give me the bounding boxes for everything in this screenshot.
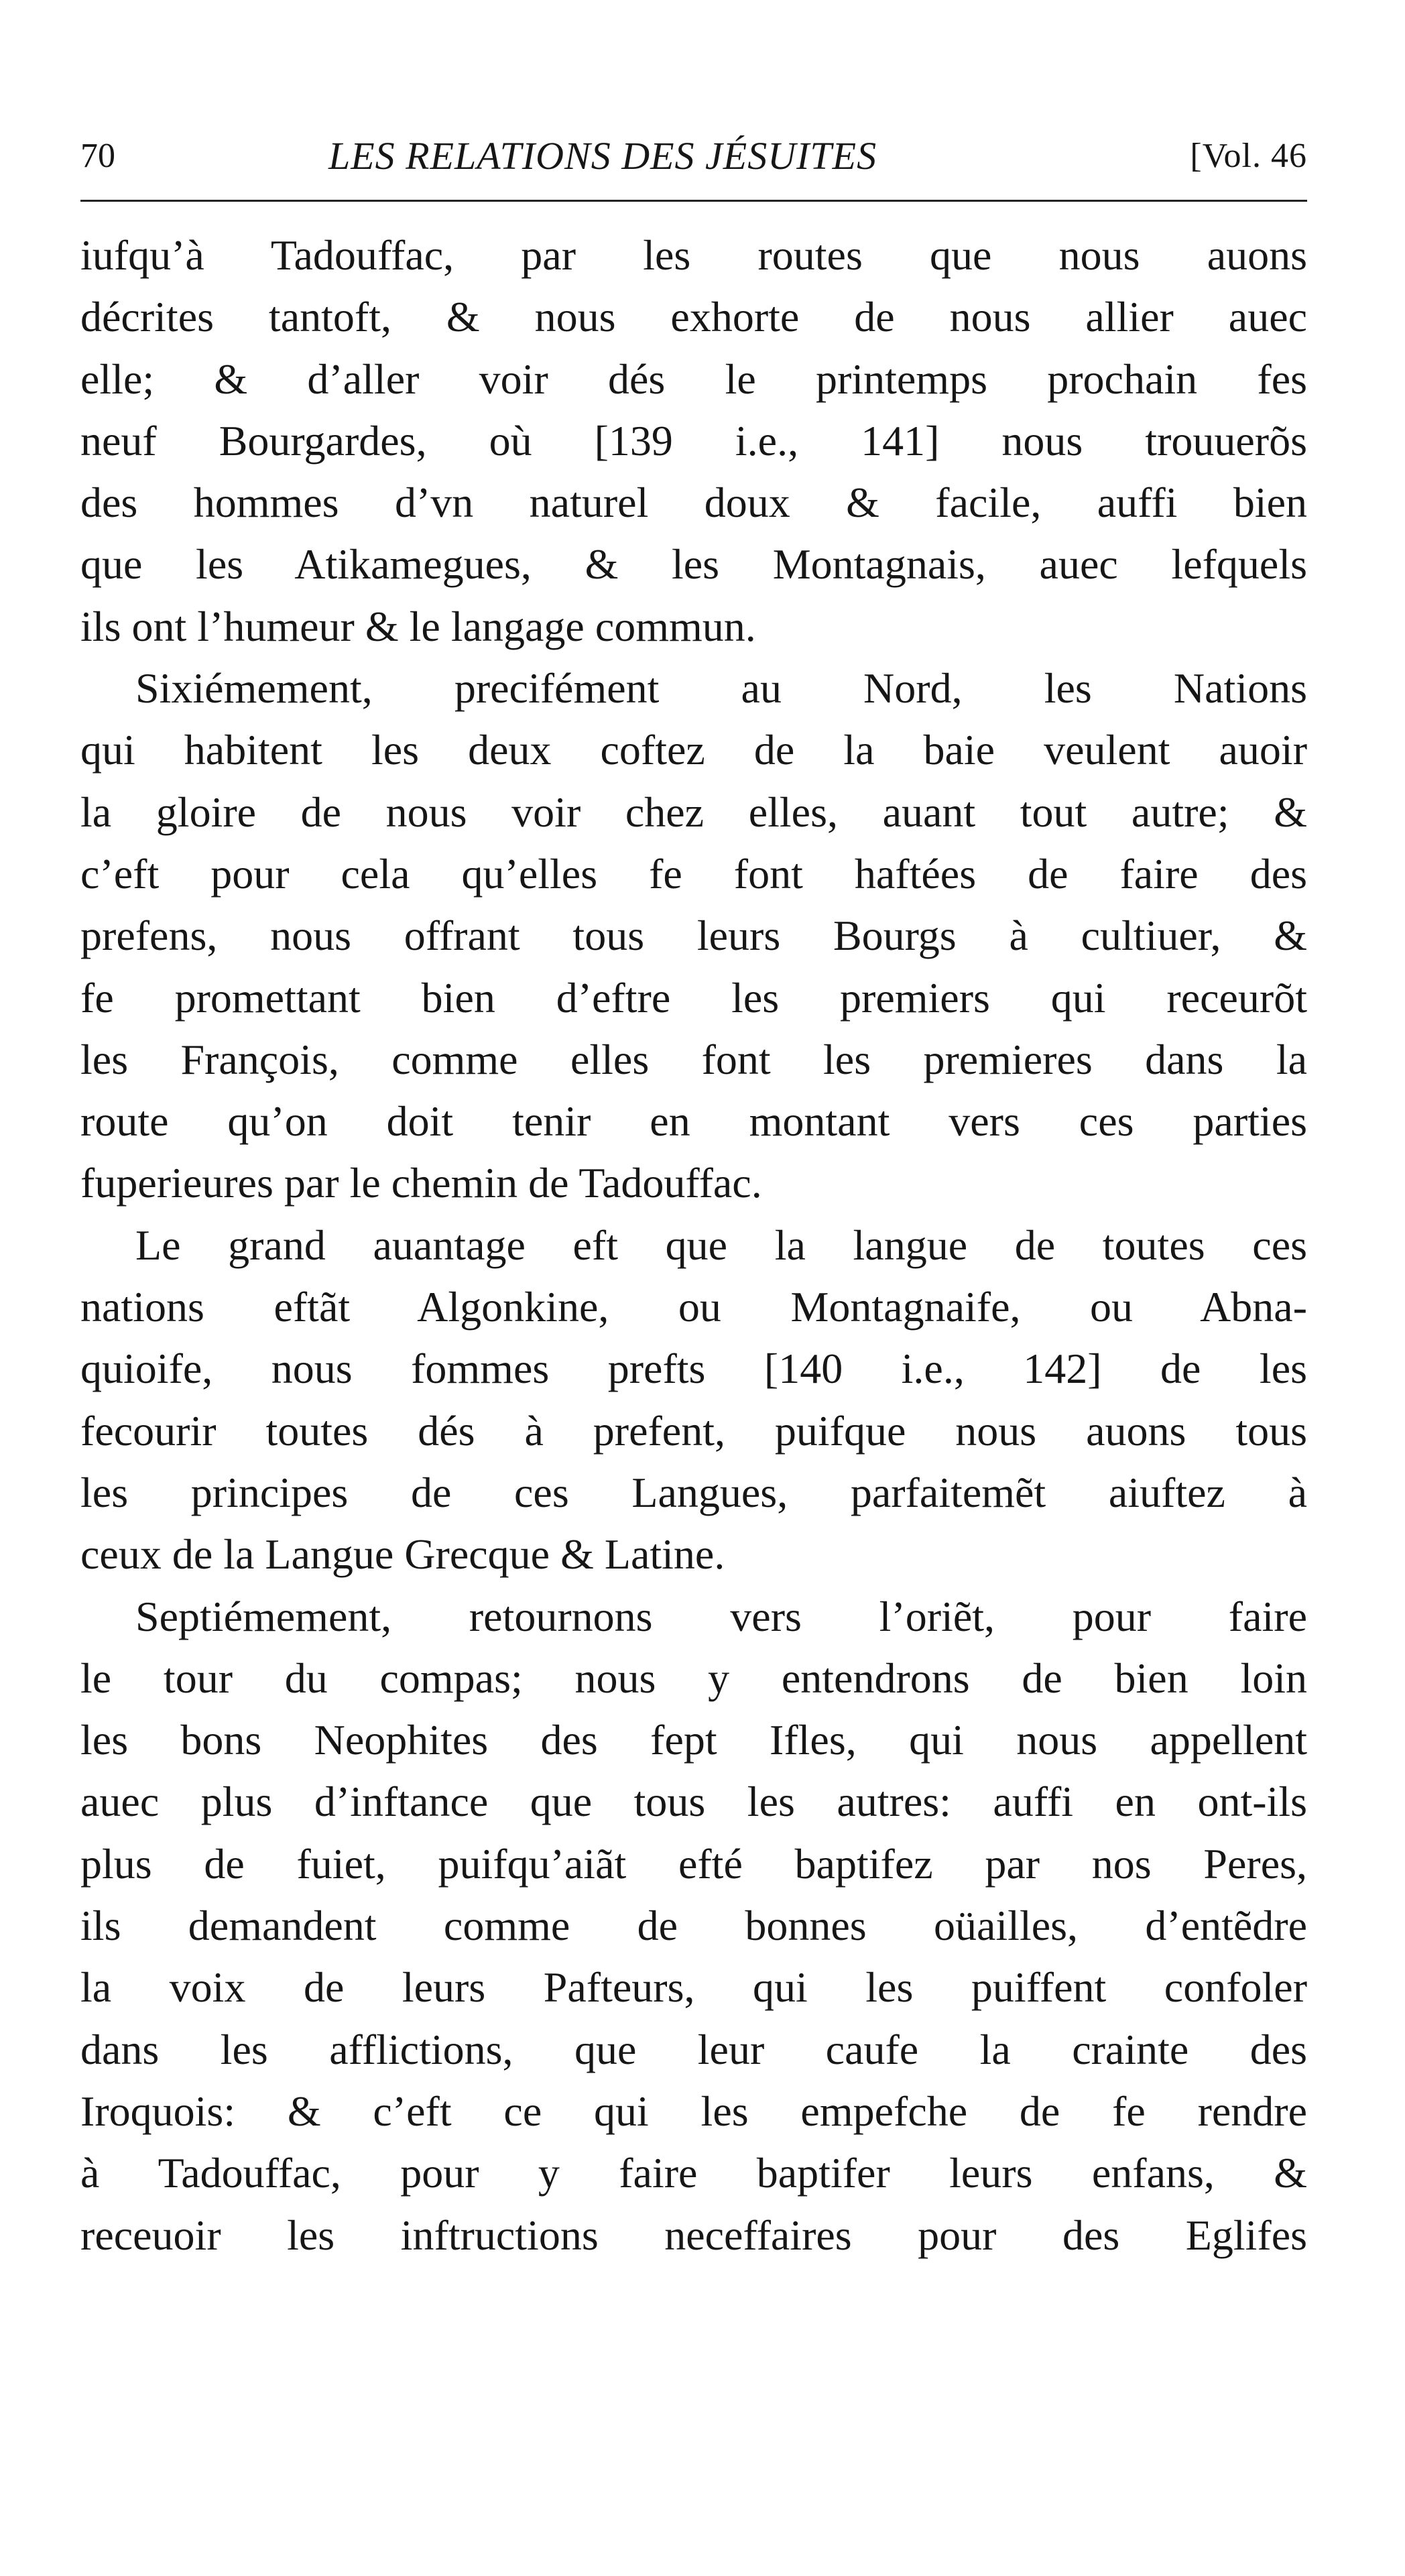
text-line: elle; & d’aller voir dés le printemps prochain fes <box>80 355 1307 403</box>
text-line: ceux de la Langue Grecque & Latine. <box>80 1530 725 1579</box>
text-line: fecourir toutes dés à prefent, puifque nous auons tous <box>80 1406 1307 1455</box>
text-line: plus de fuiet, puifqu’aiãt efté baptifez par nos Peres, <box>80 1839 1307 1888</box>
text-line: Septiémement, retournons vers l’oriẽt, pour faire <box>135 1592 1307 1640</box>
text-line: les François, comme elles font les premieres dans la <box>80 1035 1307 1083</box>
volume-label: [Vol. 46 <box>1190 137 1307 175</box>
text-line: Iroquois: & c’eft ce qui les empefche de fe rendre <box>80 2087 1307 2135</box>
text-line: nations eftãt Algonkine, ou Montagnaife, ou Abna- <box>80 1283 1307 1331</box>
text-line: que les Atikamegues, & les Montagnais, auec lefquels <box>80 540 1307 589</box>
text-line: la gloire de nous voir chez elles, auant tout autre; & <box>80 788 1307 836</box>
text-line: iufqu’à Tadouffac, par les routes que nous auons <box>80 231 1307 279</box>
text-line: à Tadouffac, pour y faire baptifer leurs enfans, & <box>80 2149 1307 2197</box>
header-rule <box>80 200 1307 202</box>
text-line: fe promettant bien d’eftre les premiers qui receurõt <box>80 973 1307 1022</box>
text-line: ils demandent comme de bonnes oüailles, d’entẽdre <box>80 1902 1307 1950</box>
text-line: route qu’on doit tenir en montant vers ces parties <box>80 1097 1307 1146</box>
text-line: dans les afflictions, que leur caufe la crainte des <box>80 2025 1307 2073</box>
body-text <box>80 225 1307 2266</box>
text-line: fuperieures par le chemin de Tadouffac. <box>80 1159 762 1207</box>
text-line: prefens, nous offrant tous leurs Bourgs à cultiuer, & <box>80 912 1307 960</box>
text-line: qui habitent les deux coftez de la baie veulent auoir <box>80 726 1307 774</box>
text-line: ils ont l’humeur & le langage commun. <box>80 602 756 650</box>
text-line: receuoir les inftructions neceffaires pour des Eglifes <box>80 2211 1307 2259</box>
text-line: c’eft pour cela qu’elles fe font haftées de faire des <box>80 849 1307 898</box>
page-number: 70 <box>80 137 115 175</box>
text-line: décrites tantoft, & nous exhorte de nous allier auec <box>80 293 1307 341</box>
text-line: quioife, nous fommes prefts [140 i.e., 142] de les <box>80 1345 1307 1393</box>
text-line: les bons Neophites des fept Ifles, qui nous appellent <box>80 1716 1307 1764</box>
text-line: Le grand auantage eft que la langue de toutes ces <box>135 1221 1307 1269</box>
text-line: auec plus d’inftance que tous les autres: auffi en ont-ils <box>80 1778 1307 1826</box>
text-line: Sixiémement, precifément au Nord, les Nations <box>135 664 1307 713</box>
text-line: neuf Bourgardes, où [139 i.e., 141] nous trouuerõs <box>80 416 1307 465</box>
text-line: des hommes d’vn naturel doux & facile, auffi bien <box>80 479 1307 527</box>
text-line: la voix de leurs Pafteurs, qui les puiffent confoler <box>80 1963 1307 2012</box>
running-title: LES RELATIONS DES JÉSUITES <box>328 134 877 178</box>
text-line: les principes de ces Langues, parfaitemẽt aiuftez à <box>80 1468 1307 1516</box>
page-header <box>80 126 1307 186</box>
text-line: le tour du compas; nous y entendrons de bien loin <box>80 1654 1307 1702</box>
